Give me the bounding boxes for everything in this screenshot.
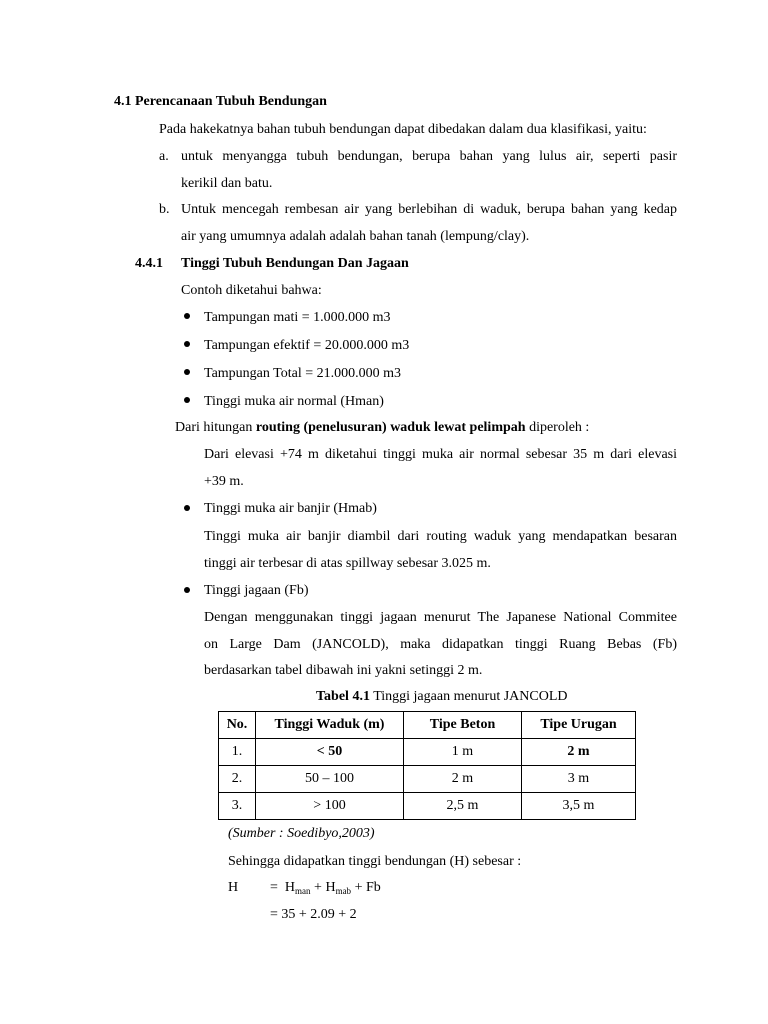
formula-equals: = (270, 880, 278, 895)
fb-line2: on Large Dam (JANCOLD), maka didapatkan tinggi Ruang Bebas (Fb) (204, 637, 677, 652)
subsection-title: Tinggi Tubuh Bendungan Dan Jagaan (181, 256, 409, 271)
table-row (219, 739, 636, 766)
table-cell: 3. (219, 793, 256, 820)
bullet-normal-water-level: Tinggi muka air normal (Hman) (204, 394, 384, 409)
table-caption-label: Tabel 4.1 (316, 689, 370, 704)
table-header-cell: Tinggi Waduk (m) (256, 712, 404, 739)
formula-line2: = 35 + 2.09 + 2 (270, 907, 357, 922)
table-header-cell: Tipe Urugan (522, 712, 636, 739)
formula-lhs: H (228, 880, 239, 895)
conclusion-text: Sehingga didapatkan tinggi bendungan (H) sebesar : (228, 854, 522, 869)
fb-line1: Dengan menggunakan tinggi jagaan menurut The Japanese National Commitee (204, 610, 677, 625)
formula-fb: + Fb (351, 880, 381, 895)
example-intro: Contoh diketahui bahwa: (181, 283, 322, 298)
bullet-icon (184, 505, 190, 511)
table-cell: 2,5 m (404, 793, 522, 820)
routing-post: diperoleh : (525, 420, 590, 435)
table-cell: 3 m (522, 766, 636, 793)
formula-line1: = $H_{man} + H_{mab} + Fb$ (270, 880, 381, 896)
table-cell: > 100 (256, 793, 404, 820)
list-b-line2: air yang umumnya adalah adalah bahan tanah (lempung/clay). (181, 229, 530, 244)
list-a-line1: untuk menyangga tubuh bendungan, berupa bahan yang lulus air, seperti pasir (181, 149, 677, 164)
bullet-icon (184, 341, 190, 347)
bullet-icon (184, 397, 190, 403)
bullet-effective-storage: Tampungan efektif = 20.000.000 m3 (204, 338, 410, 353)
table-cell: 1. (219, 739, 256, 766)
table-cell: 50 – 100 (256, 766, 404, 793)
fb-line3: berdasarkan tabel dibawah ini yakni setinggi 2 m. (204, 663, 483, 678)
table-source: (Sumber : Soedibyo,2003) (228, 826, 375, 841)
list-marker-b: b. (159, 202, 170, 217)
table-caption (316, 688, 568, 706)
table-cell: 2 m (522, 739, 636, 766)
table-cell: 2 m (404, 766, 522, 793)
hmab-line1: Tinggi muka air banjir diambil dari routing waduk yang mendapatkan besaran (204, 529, 677, 544)
subsection-number: 4.4.1 (135, 256, 163, 271)
hmab-line2: tinggi air terbesar di atas spillway sebesar 3.025 m. (204, 556, 491, 571)
table-cell: 3,5 m (522, 793, 636, 820)
routing-pre: Dari hitungan (175, 420, 256, 435)
formula-h-man: $H_{man}$ (284, 880, 311, 896)
jancold-table (218, 711, 636, 820)
formula-h-mab: $H_{mab}$ (325, 880, 352, 896)
table-cell: 1 m (404, 739, 522, 766)
table-header-row (219, 712, 636, 739)
elevation-line2: +39 m. (204, 474, 244, 489)
bullet-flood-water-level: Tinggi muka air banjir (Hmab) (204, 501, 377, 516)
section-title: 4.1 Perencanaan Tubuh Bendungan (114, 94, 327, 109)
list-marker-a: a. (159, 149, 169, 164)
table-caption-text: Tinggi jagaan menurut JANCOLD (369, 689, 568, 704)
table-row (219, 793, 636, 820)
bullet-dead-storage: Tampungan mati = 1.000.000 m3 (204, 310, 391, 325)
elevation-line1: Dari elevasi +74 m diketahui tinggi muka air normal sebesar 35 m dari elevasi (204, 447, 677, 462)
bullet-freeboard: Tinggi jagaan (Fb) (204, 583, 309, 598)
table-cell: 2. (219, 766, 256, 793)
list-b-line1: Untuk mencegah rembesan air yang berlebihan di waduk, berupa bahan yang kedap (181, 202, 677, 217)
table-cell: < 50 (256, 739, 404, 766)
bullet-icon (184, 587, 190, 593)
routing-line (175, 419, 589, 437)
table-header-cell: Tipe Beton (404, 712, 522, 739)
table-header-cell: No. (219, 712, 256, 739)
bullet-total-storage: Tampungan Total = 21.000.000 m3 (204, 366, 401, 381)
routing-bold: routing (penelusuran) waduk lewat pelimpah (255, 420, 526, 435)
table-row (219, 766, 636, 793)
intro-paragraph: Pada hakekatnya bahan tubuh bendungan dapat dibedakan dalam dua klasifikasi, yaitu: (159, 122, 647, 137)
bullet-icon (184, 313, 190, 319)
bullet-icon (184, 369, 190, 375)
list-a-line2: kerikil dan batu. (181, 176, 273, 191)
